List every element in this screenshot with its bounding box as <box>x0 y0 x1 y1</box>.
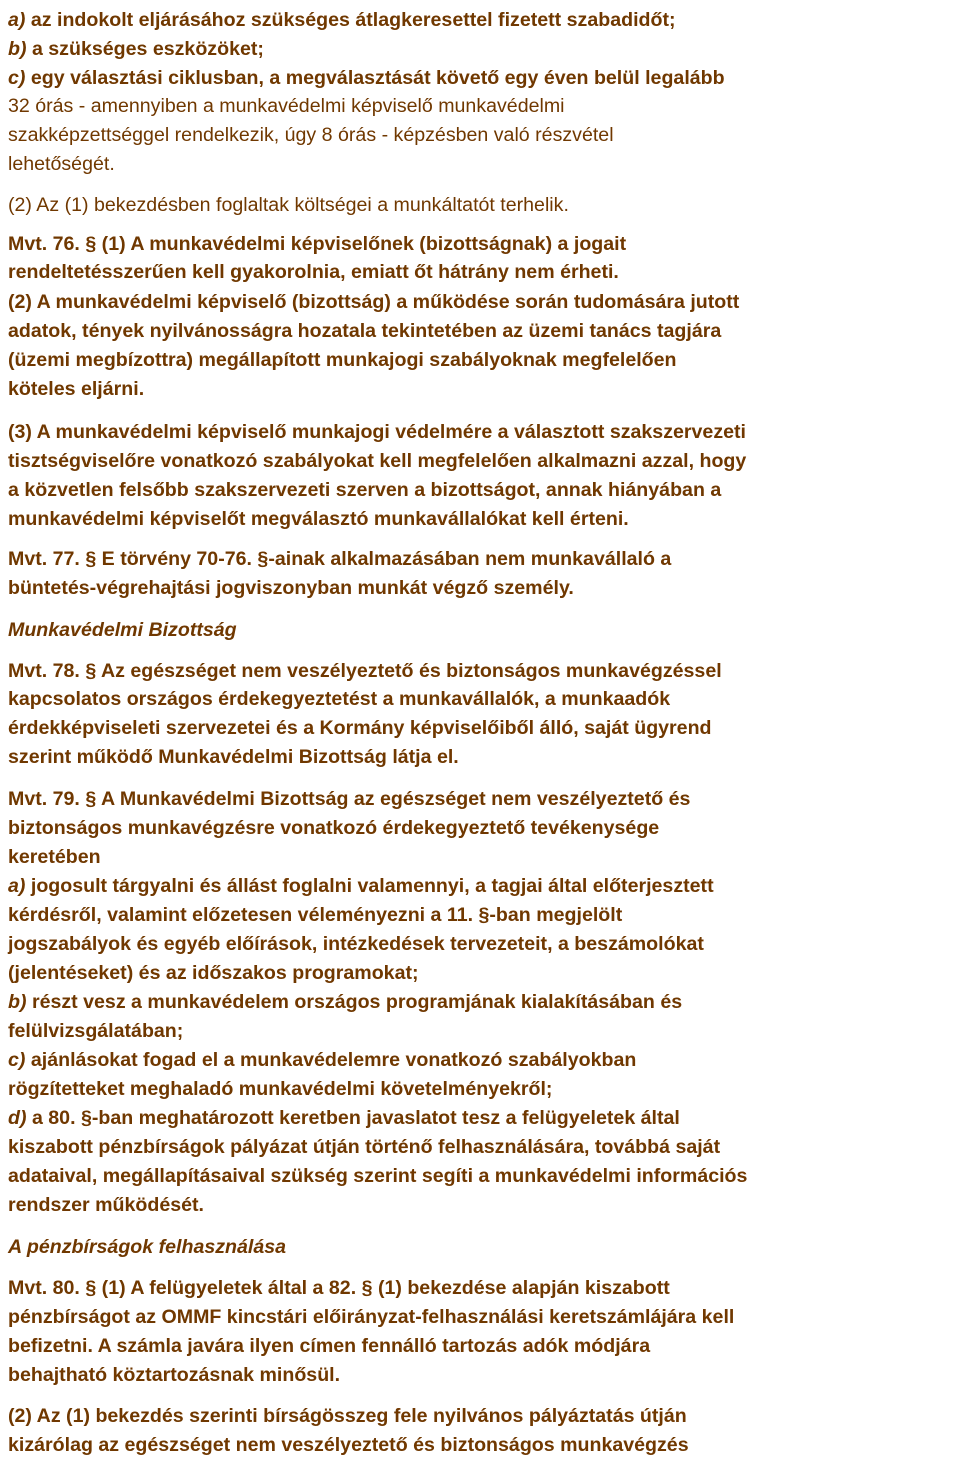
section-sign: § <box>85 788 97 810</box>
text-segment: Mvt. 79. <box>8 788 86 810</box>
text-segment: részt vesz a munkavédelem országos programjának kialakításában és <box>26 991 683 1013</box>
text-segment: (1) A munkavédelmi képviselőnek (bizottságnak) a jogait <box>96 233 627 255</box>
text-segment: Munkavédelmi Bizottság <box>8 619 237 641</box>
text-line <box>8 66 725 92</box>
section-sign: § <box>257 548 269 570</box>
text-line <box>8 478 721 504</box>
text-segment: adatok, tények nyilvánosságra hozatala tekintetében az üzemi tanács tagjára <box>8 320 722 342</box>
text-segment: tisztségviselőre vonatkozó szabályokat kell megfelelően alkalmazni azzal, hogy <box>8 450 747 472</box>
text-line <box>8 449 746 475</box>
text-segment: (jelentéseket) és az időszakos programokat; <box>8 962 419 984</box>
text-segment: Az egészséget nem veszélyeztető és biztonságos munkavégzéssel <box>96 660 722 682</box>
text-line <box>8 547 671 573</box>
text-line <box>8 1433 689 1459</box>
text-line <box>8 1019 183 1045</box>
text-line <box>8 1363 340 1389</box>
text-line <box>8 716 712 742</box>
section-heading <box>8 618 237 644</box>
text-line <box>8 1305 734 1331</box>
text-line <box>8 1106 680 1132</box>
text-line <box>8 1048 636 1074</box>
text-segment: a közvetlen felsőbb szakszervezeti szerven a bizottságot, annak hiányában a <box>8 479 722 501</box>
text-line <box>8 377 144 403</box>
section-sign: § <box>80 1107 92 1129</box>
text-line <box>8 961 419 987</box>
text-segment: lehetőségét. <box>8 153 115 175</box>
text-line <box>8 1193 204 1219</box>
text-line <box>8 260 619 286</box>
text-segment: pénzbírságot az OMMF kincstári előirányzat-felhasználási keretszámlájára kell <box>8 1306 735 1328</box>
section-sign: § <box>85 548 97 570</box>
text-segment: rendszer működését. <box>8 1194 205 1216</box>
text-segment: A Munkavédelmi Bizottság az egészséget nem veszélyeztető és <box>96 788 691 810</box>
text-segment: -ban megjelölt <box>489 904 623 926</box>
text-segment: a szükséges eszközöket; <box>26 38 264 60</box>
text-segment: (1) A felügyeletek által a 82. <box>96 1277 362 1299</box>
text-segment: kizárólag az egészséget nem veszélyeztető és biztonságos munkavégzés <box>8 1434 689 1456</box>
text-segment: (2) Az (1) bekezdés szerinti bírságösszeg fele nyilvános pályáztatás útján <box>8 1405 687 1427</box>
text-segment: büntetés-végrehajtási jogviszonyban munkát végző személy. <box>8 577 574 599</box>
text-segment: szerint működő Munkavédelmi Bizottság látja el. <box>8 746 459 768</box>
text-segment: ajánlásokat fogad el a munkavédelemre vonatkozó szabályokban <box>25 1049 637 1071</box>
section-heading <box>8 1235 286 1261</box>
text-line <box>8 348 677 374</box>
list-marker: d) <box>8 1107 27 1129</box>
text-segment: E törvény 70-76. <box>96 548 258 570</box>
text-segment: (2) A munkavédelmi képviselő (bizottság) a működése során tudomására jutott <box>8 291 740 313</box>
text-segment: befizetni. A számla javára ilyen címen fennálló tartozás adók módjára <box>8 1335 651 1357</box>
text-segment: -ainak alkalmazásában nem munkavállaló a <box>268 548 672 570</box>
text-line <box>8 874 714 900</box>
text-segment: (3) A munkavédelmi képviselő munkajogi védelmére a választott szakszervezeti <box>8 421 746 443</box>
text-line <box>8 1135 720 1161</box>
text-segment: A pénzbírságok felhasználása <box>8 1236 287 1258</box>
text-segment: köteles eljárni. <box>8 378 145 400</box>
text-line <box>8 123 614 149</box>
text-segment: jogosult tárgyalni és állást foglalni valamennyi, a tagjai által előterjesztett <box>25 875 714 897</box>
text-line <box>8 507 629 533</box>
text-segment: jogszabályok és egyéb előírások, intézkedések tervezeteit, a beszámolókat <box>8 933 704 955</box>
text-segment: (1) bekezdése alapján kiszabott <box>372 1277 670 1299</box>
text-segment: rendeltetésszerűen kell gyakorolnia, emiatt őt hátrány nem érheti. <box>8 261 619 283</box>
text-segment: (2) Az (1) bekezdésben foglaltak költségei a munkáltatót terhelik. <box>8 194 569 216</box>
text-line <box>8 659 722 685</box>
text-segment: a 80. <box>26 1107 81 1129</box>
text-segment: Mvt. 78. <box>8 660 86 682</box>
text-line <box>8 94 565 120</box>
text-line <box>8 290 739 316</box>
section-sign: § <box>85 660 97 682</box>
text-segment: Mvt. 76. <box>8 233 86 255</box>
text-segment: szakképzettséggel rendelkezik, úgy 8 órás - képzésben való részvétel <box>8 124 614 146</box>
text-segment: biztonságos munkavégzésre vonatkozó érdekegyeztető tevékenysége <box>8 817 660 839</box>
text-segment: rögzítetteket meghaladó munkavédelmi követelményekről; <box>8 1078 553 1100</box>
text-line <box>8 1404 687 1430</box>
section-sign: § <box>85 1277 97 1299</box>
list-marker: b) <box>8 38 27 60</box>
text-segment: munkavédelmi képviselőt megválasztó munkavállalókat kell érteni. <box>8 508 629 530</box>
text-line <box>8 37 264 63</box>
text-segment: adataival, megállapításaival szükség szerint segíti a munkavédelmi információs <box>8 1165 748 1187</box>
text-line <box>8 152 115 178</box>
text-line <box>8 319 721 345</box>
text-segment: felülvizsgálatában; <box>8 1020 184 1042</box>
list-marker: c) <box>8 1049 26 1071</box>
text-line <box>8 845 101 871</box>
text-segment: Mvt. 80. <box>8 1277 86 1299</box>
list-marker: c) <box>8 67 26 89</box>
text-segment: kiszabott pénzbírságok pályázat útján történő felhasználására, továbbá saját <box>8 1136 721 1158</box>
text-line <box>8 990 682 1016</box>
text-segment: egy választási ciklusban, a megválasztását követő egy éven belül legalább <box>25 67 725 89</box>
text-line <box>8 816 659 842</box>
text-segment: -ban meghatározott keretben javaslatot tesz a felügyeletek által <box>91 1107 680 1129</box>
text-line <box>8 932 704 958</box>
text-segment: Mvt. 77. <box>8 548 86 570</box>
text-segment: kapcsolatos országos érdekegyeztetést a munkavállalók, a munkaadók <box>8 688 671 710</box>
text-segment: kérdésről, valamint előzetesen véleményezni a 11. <box>8 904 479 926</box>
text-line <box>8 1334 650 1360</box>
text-line <box>8 787 690 813</box>
text-line <box>8 8 676 34</box>
text-line <box>8 232 626 258</box>
section-sign: § <box>85 233 97 255</box>
list-marker: b) <box>8 991 27 1013</box>
section-sign: § <box>478 904 490 926</box>
text-line <box>8 745 459 771</box>
text-line <box>8 576 574 602</box>
text-line <box>8 1276 670 1302</box>
text-line <box>8 1077 552 1103</box>
list-marker: a) <box>8 875 26 897</box>
text-segment: (üzemi megbízottra) megállapított munkajogi szabályoknak megfelelően <box>8 349 677 371</box>
text-segment: behajtható köztartozásnak minősül. <box>8 1364 341 1386</box>
text-line <box>8 903 622 929</box>
text-segment: keretében <box>8 846 101 868</box>
text-line <box>8 687 670 713</box>
text-segment: 32 órás - amennyiben a munkavédelmi képviselő munkavédelmi <box>8 95 565 117</box>
text-segment: érdekképviseleti szervezetei és a Kormány képviselőiből álló, saját ügyrend <box>8 717 712 739</box>
text-segment: az indokolt eljárásához szükséges átlagkeresettel fizetett szabadidőt; <box>25 9 676 31</box>
list-marker: a) <box>8 9 26 31</box>
section-sign: § <box>361 1277 373 1299</box>
text-line <box>8 420 746 446</box>
text-line <box>8 193 569 219</box>
text-line <box>8 1164 747 1190</box>
